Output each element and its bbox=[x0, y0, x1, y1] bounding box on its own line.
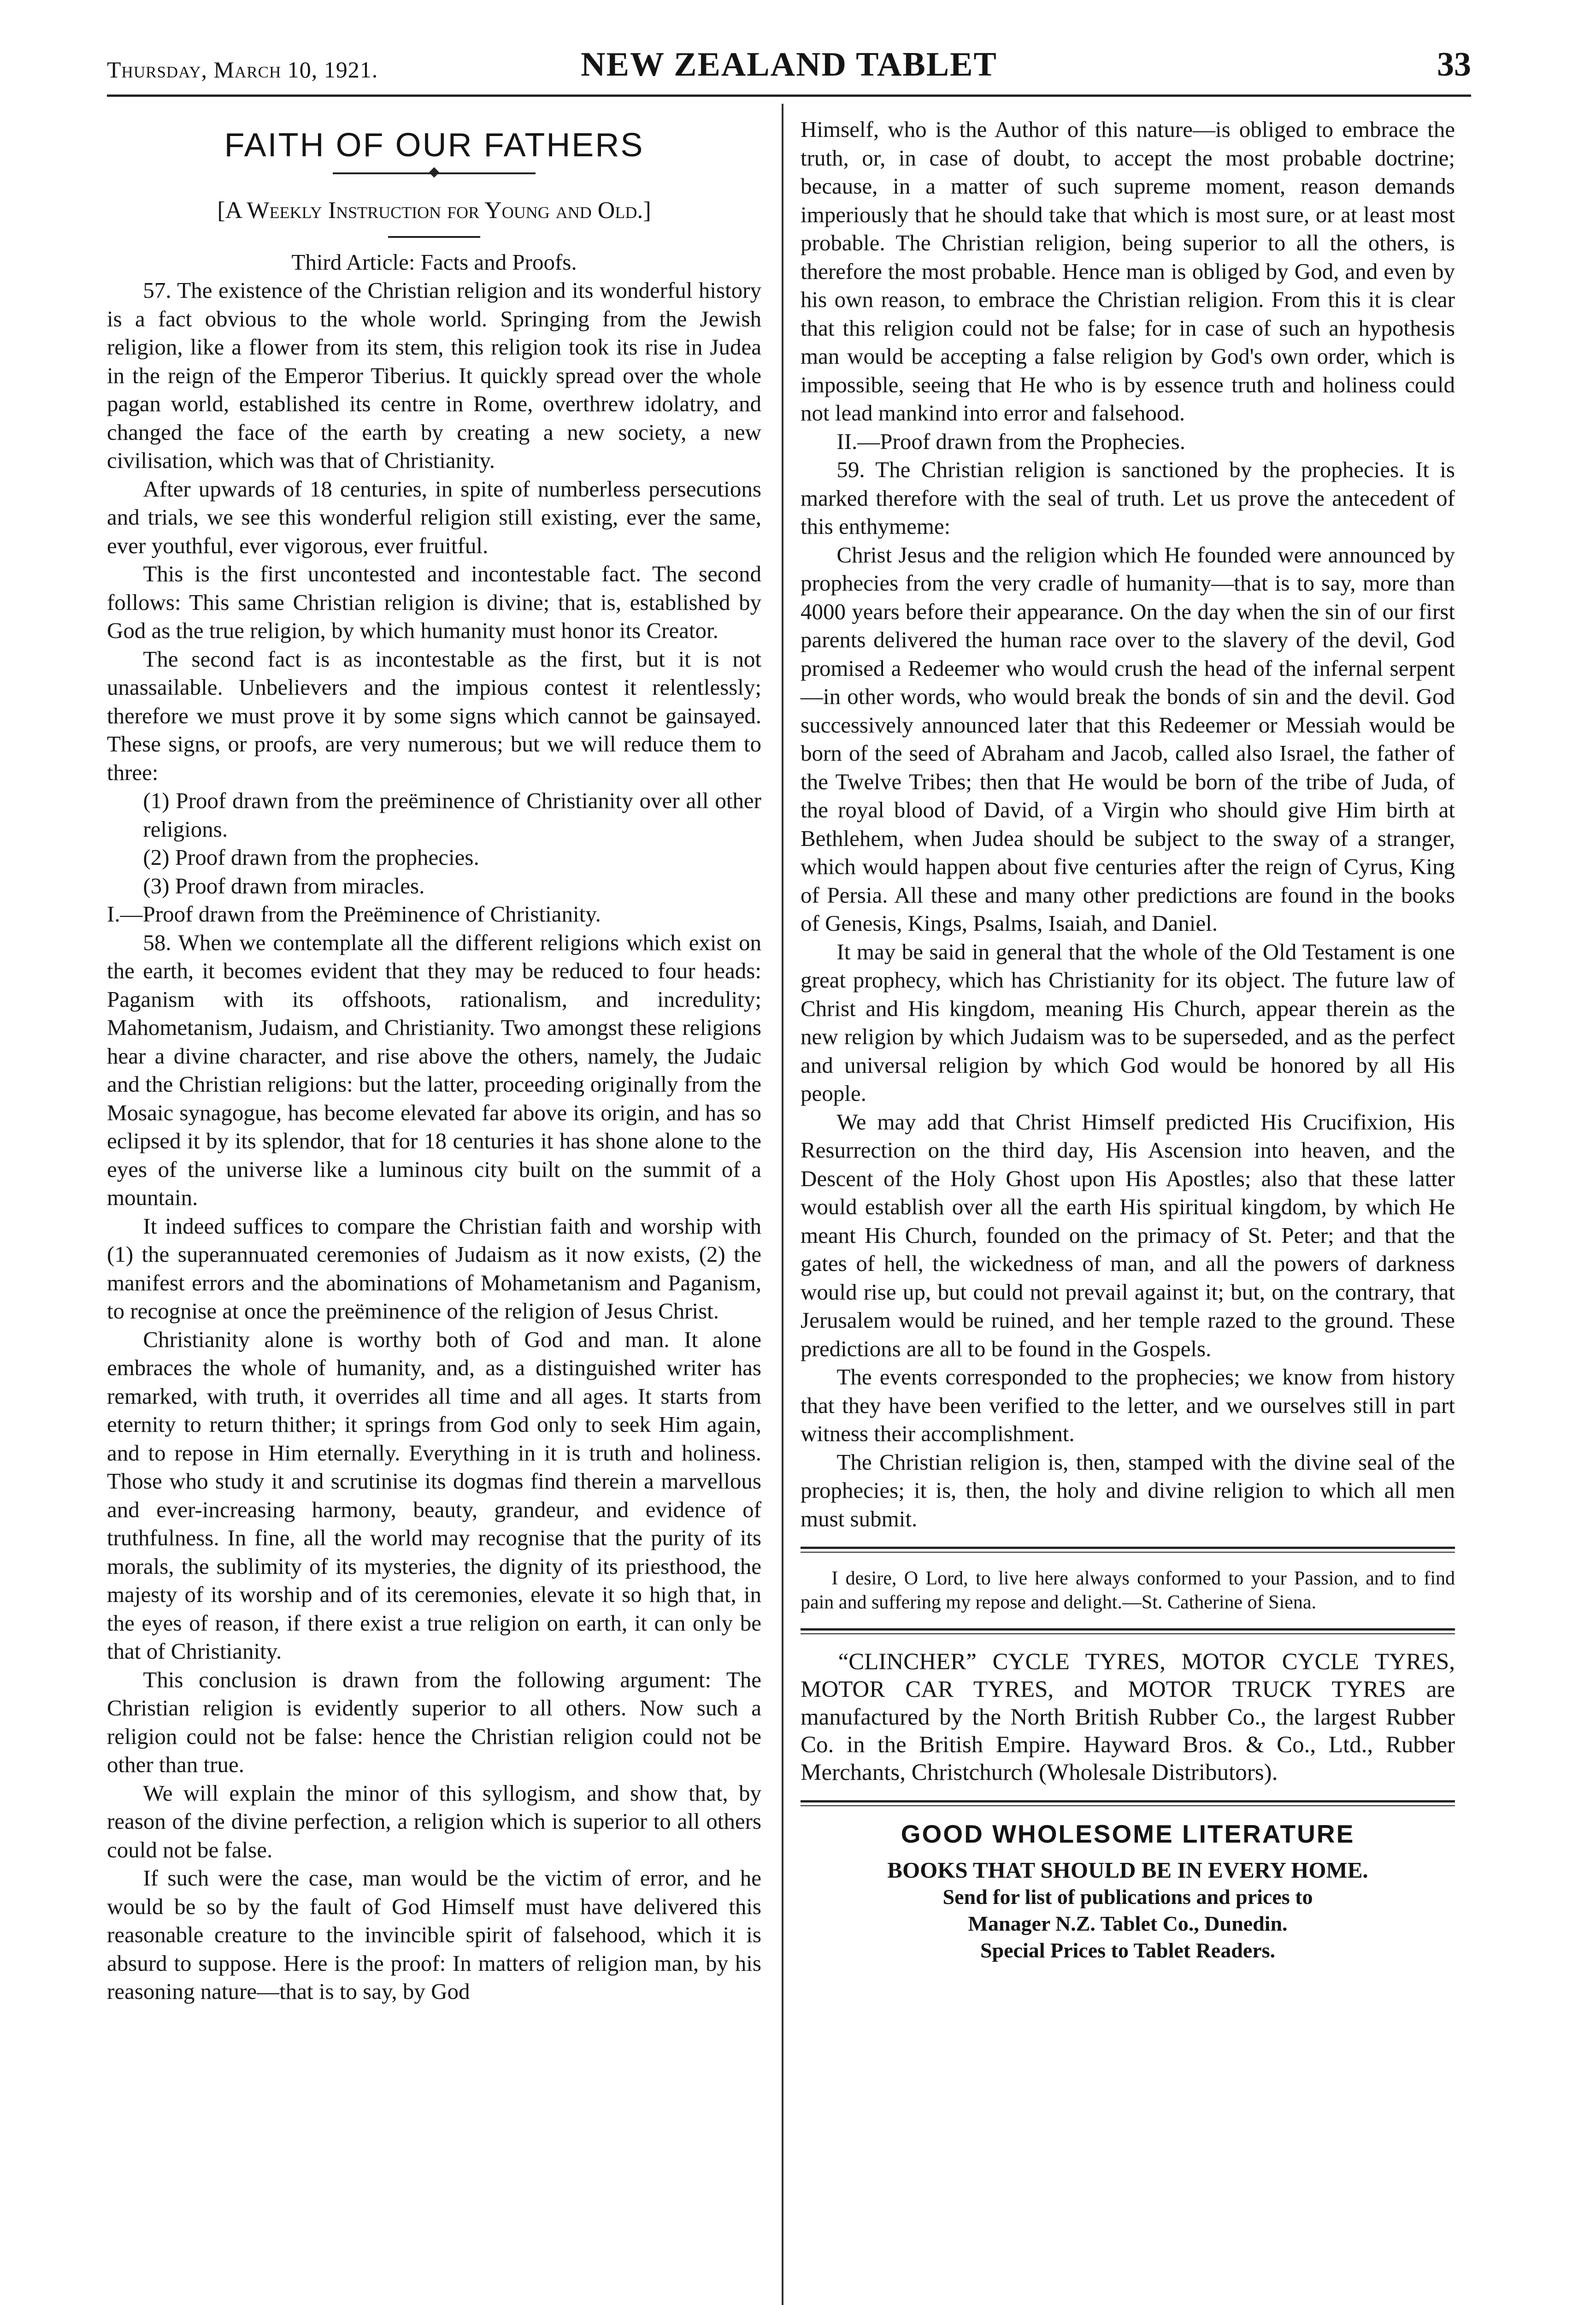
section-two-heading: II.—Proof drawn from the Prophecies. bbox=[836, 428, 1185, 454]
page-header bbox=[107, 45, 1471, 96]
section-one-heading: I.—Proof drawn from the Preëminence of Christianity. bbox=[107, 901, 601, 927]
paragraph: The Christian religion is, then, stamped with the divine seal of the prophecies; it is, then, the holy and divine religion to which all men must submit. bbox=[801, 1449, 1455, 1531]
proof-list-item: (3) Proof drawn from miracles. bbox=[143, 873, 425, 898]
subtitle-rule bbox=[388, 236, 480, 238]
paragraph: The second fact is as incontestable as the first, but it is not unassailable. Unbelievers and the impious contest it relentlessly; therefore we must prove it by some signs which cannot be gainsayed. These signs, or proofs, are very numerous; but we will reduce them to three: bbox=[107, 646, 761, 785]
right-column bbox=[801, 115, 1455, 1964]
paragraph: This is the first uncontested and incontestable fact. The second follows: This same Christian religion is divine; that is, established by God as the true religion, by which humanity must honor its Creator. bbox=[107, 561, 761, 643]
title-ornament bbox=[333, 172, 536, 178]
paragraph: 59. The Christian religion is sanctioned by the prophecies. It is marked therefore with the seal of truth. Let us prove the antecedent of this enthymeme: bbox=[801, 457, 1455, 539]
paragraph: It indeed suffices to compare the Christian faith and worship with (1) the superannuated ceremonies of Judaism as it now exists, (2) the manifest errors and the abominations of Mohametanism and Paganism, to recognise at once the preëminence of the religion of Jesus Christ. bbox=[107, 1213, 761, 1324]
literature-ad-line: Send for list of publications and prices to bbox=[942, 1885, 1313, 1909]
section-rule bbox=[801, 1800, 1455, 1806]
paragraph: It may be said in general that the whole of the Old Testament is one great prophecy, which has Christianity for its object. The future law of Christ and His kingdom, meaning His Church, appear therein as the new religion by which Judaism was to be superseded, and as the perfect and universal religion by which God would be honored by all His people. bbox=[801, 939, 1455, 1106]
section-rule bbox=[801, 1547, 1455, 1553]
paragraph: This conclusion is drawn from the following argument: The Christian religion is evidently superior to all others. Now such a religion could not be false: hence the Christian religion could not be other than true. bbox=[107, 1667, 761, 1777]
literature-advertisement bbox=[801, 1820, 1455, 1964]
section-heading: Third Article: Facts and Proofs. bbox=[291, 249, 577, 275]
paragraph: The events corresponded to the prophecies; we know from history that they have been verified to the letter, and we ourselves still in part witness their accomplishment. bbox=[801, 1364, 1455, 1446]
left-column bbox=[107, 115, 761, 2006]
header-rule bbox=[107, 95, 1471, 97]
devotional-quote bbox=[801, 1566, 1455, 1614]
issue-date: Thursday, March 10, 1921. bbox=[107, 57, 378, 83]
paragraph: Christianity alone is worthy both of God and man. It alone embraces the whole of humanity, and, as a distinguished writer has remarked, with truth, it overrides all time and all ages. It starts from eternity to return thither; it springs from God only to seek Him again, and to repose in Him eternally. Everything in it is truth and holiness. Those who study it and scrutinise its dogmas find therein a marvellous and ever-increasing harmony, beauty, grandeur, and evidence of truthfulness. In fine, all the world may recognise that the purity of its morals, the sublimity of its mysteries, the dignity of its priesthood, the majesty of its worship and of its ceremonies, elevate it so high that, in the eyes of reason, if there exist a true religion on earth, it can only be that of Christianity. bbox=[107, 1326, 761, 1664]
paragraph: Himself, who is the Author of this nature—is obliged to embrace the truth, or, in case of doubt, to accept the most probable doctrine; because, in a matter of such supreme moment, reason demands imperiously that he should take that which is most sure, or at least most probable. The Christian religion, being superior to all the others, is therefore the most probable. Hence man is obliged by God, and even by his own reason, to embrace the Christian religion. From this it is clear that this religion could not be false; for in case of such an hypothesis man would be accepting a false religion by God's own order, which is impossible, seeing that He who is by essence truth and holiness could not lead mankind into error and falsehood. bbox=[801, 117, 1455, 426]
proof-list-item: (1) Proof drawn from the preëminence of Christianity over all other religions. bbox=[143, 788, 761, 842]
page-number: 33 bbox=[1437, 46, 1471, 83]
section-rule bbox=[801, 1628, 1455, 1634]
literature-ad-line: Manager N.Z. Tablet Co., Dunedin. bbox=[968, 1911, 1288, 1935]
publication-title: NEW ZEALAND TABLET bbox=[581, 46, 997, 83]
paragraph: We may add that Christ Himself predicted His Crucifixion, His Resurrection on the third day, His Ascension into heaven, and the Descent of the Holy Ghost upon His Apostles; also that these latter would establish over all the earth His spiritual kingdom, by which He meant His Church, founded on the primacy of St. Peter; and that the gates of hell, the wickedness of man, and all the powers of darkness would rise up, but could not prevail against it; but, on the contrary, that Jerusalem would be ruined, and her temple razed to the ground. These predictions are all to be found in the Gospels. bbox=[801, 1109, 1455, 1361]
literature-ad-title: GOOD WHOLESOME LITERATURE bbox=[901, 1820, 1355, 1848]
paragraph: If such were the case, man would be the victim of error, and he would be so by the fault of God Himself must have delivered this reasonable creature to the invincible spirit of falsehood, which it is absurd to suppose. Here is the proof: In matters of religion man, by his reasoning nature—that is to say, by God bbox=[107, 1865, 761, 2004]
column-divider bbox=[782, 104, 783, 2305]
paragraph: We will explain the minor of this syllogism, and show that, by reason of the divine perfection, a religion which is superior to all others could not be false. bbox=[107, 1780, 761, 1862]
paragraph: Christ Jesus and the religion which He founded were announced by prophecies from the very cradle of humanity—that is to say, more than 4000 years before their appearance. On the day when the sin of our first parents delivered the human race over to the slavery of the devil, God promised a Redeemer who would crush the head of the infernal serpent—in other words, who would break the bonds of sin and the devil. God successively announced later that this Redeemer or Messiah would be born of the seed of Abraham and Jacob, called also Israel, the father of the Twelve Tribes; then that He would be born of the tribe of Juda, of the royal blood of David, of a Virgin who should give Him birth at Bethlehem, when Judea should be subject to the sway of a stranger, which would happen about five centuries after the reign of Cyrus, King of Persia. All these and many other predictions are found in the books of Genesis, Kings, Psalms, Isaiah, and Daniel. bbox=[801, 542, 1455, 936]
article-title: FAITH OF OUR FATHERS bbox=[224, 127, 644, 164]
proof-list-item: (2) Proof drawn from the prophecies. bbox=[143, 845, 479, 870]
literature-ad-line: Special Prices to Tablet Readers. bbox=[980, 1938, 1276, 1962]
literature-ad-line: BOOKS THAT SHOULD BE IN EVERY HOME. bbox=[887, 1857, 1368, 1883]
tyres-ad-text: “CLINCHER” CYCLE TYRES, MOTOR CYCLE TYRES, MOTOR CAR TYRES, and MOTOR TRUCK TYRES are manufactured by the North British Rubber Co., the largest Rubber Co. in the British Empire. Hayward Bros. & Co., Ltd., Rubber Merchants, Christchurch (Wholesale Distributors). bbox=[801, 1649, 1455, 1785]
paragraph: 57. The existence of the Christian religion and its wonderful history is a fact obvious to the whole world. Springing from the Jewish religion, like a flower from its stem, this religion took its rise in Judea in the reign of the Emperor Tiberius. It quickly spread over the whole pagan world, established its centre in Rome, overthrew idolatry, and changed the face of the earth by creating a new society, a new civilisation, which was that of Christianity. bbox=[107, 278, 761, 473]
quote-text: I desire, O Lord, to live here always conformed to your Passion, and to find pain and suffering my repose and delight.—St. Catherine of Siena. bbox=[801, 1568, 1455, 1613]
article-subtitle: [A Weekly Instruction for Young and Old.] bbox=[217, 197, 651, 224]
paragraph: After upwards of 18 centuries, in spite of numberless persecutions and trials, we see this wonderful religion still existing, ever the same, ever youthful, ever vigorous, ever fruitful. bbox=[107, 476, 761, 558]
tyres-advertisement bbox=[801, 1648, 1455, 1786]
paragraph: 58. When we contemplate all the different religions which exist on the earth, it becomes evident that they may be reduced to four heads: Paganism with its offshoots, rationalism, and incredulity; Mahometanism, Judaism, and Christianity. Two amongst these religions hear a divine character, and rise above the others, namely, the Judaic and the Christian religions: but the latter, proceeding originally from the Mosaic synagogue, has become elevated far above its origin, and has so eclipsed it by its splendor, that for 18 centuries it has shone alone to the eyes of the universe like a luminous city built on the summit of a mountain. bbox=[107, 929, 761, 1210]
